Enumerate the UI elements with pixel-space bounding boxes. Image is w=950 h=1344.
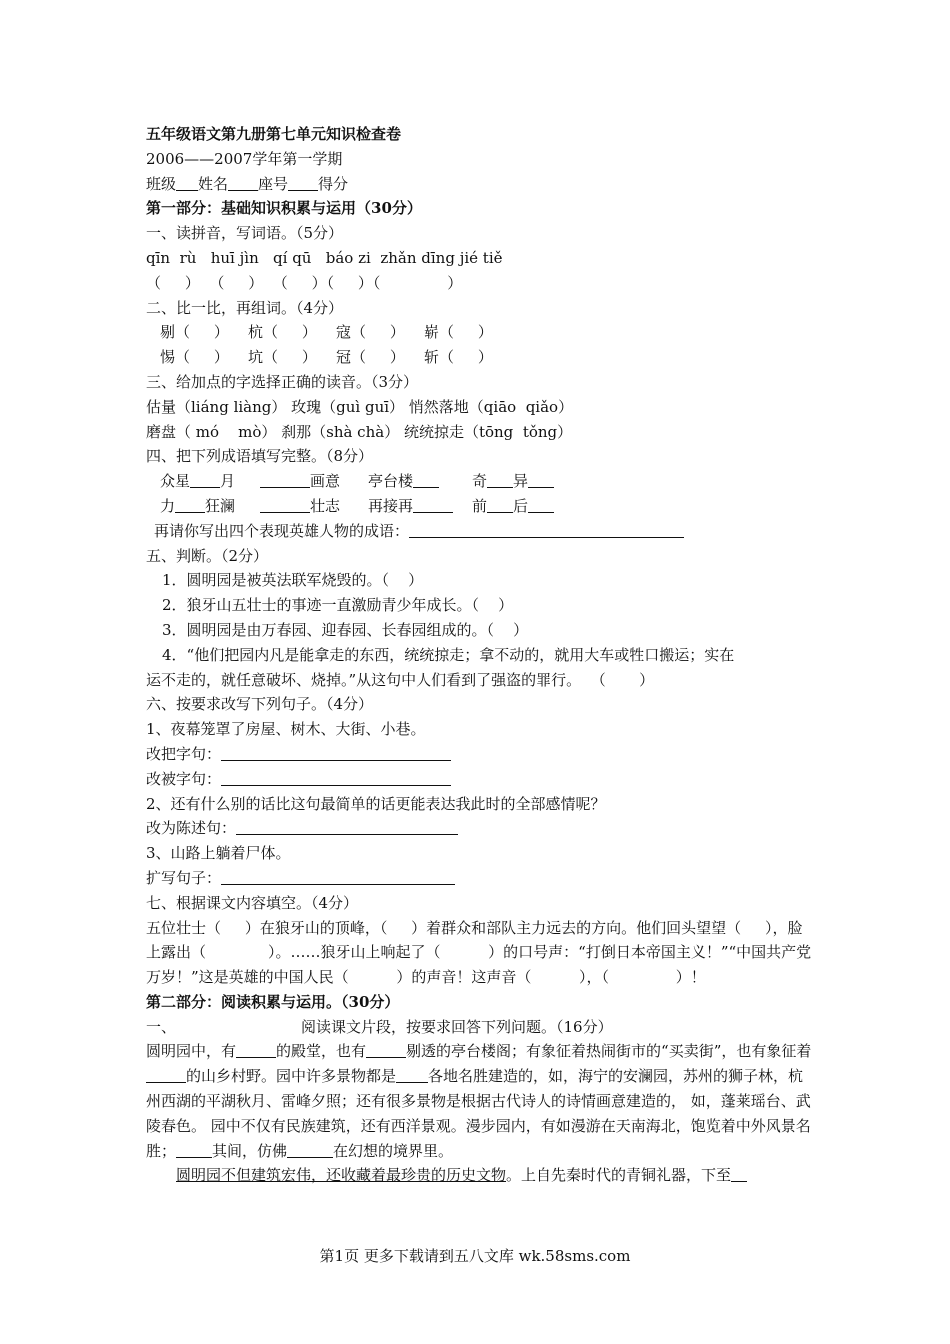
part2-heading: 第二部分：阅读积累与运用。（30分） — [146, 992, 400, 1011]
idiom-part: 画意 — [310, 472, 341, 491]
passage-blank[interactable] — [146, 1066, 186, 1083]
q3-row-2: 磨盘（ mó mò） 刹那（shà chà） 统统掠走（tōng tǒng） — [146, 422, 573, 441]
exam-paper — [146, 122, 816, 1188]
q6-chen-line — [146, 816, 816, 841]
passage-underlined-line — [146, 1163, 816, 1188]
passage-blank[interactable] — [731, 1165, 747, 1182]
q1-title: 一、读拼音，写词语。（5分） — [146, 224, 344, 243]
q4-row-1 — [146, 469, 816, 494]
q2-item[interactable]: 剔（ ） — [160, 323, 229, 342]
q5-item-3: 3．圆明园是由万春园、迎春园、长春园组成的。（ ） — [162, 620, 529, 639]
seat-label: 座号 — [258, 174, 289, 193]
part2-q1-title — [146, 1015, 816, 1040]
passage-blank[interactable] — [236, 1041, 276, 1058]
passage-text: 各地名胜建造的，如，海宁的安澜园，苏州的狮子林，杭州西湖的平湖秋月、雷峰夕照；还有很多景物是根据古代诗人的诗情画意建造的， 如，蓬莱瑶台、武陵春色。 园中不仅有民族建筑，还有西洋景观。漫步园内，有如漫游在天南海北，饱览着中外风景名胜； — [146, 1067, 811, 1160]
passage-blank[interactable] — [396, 1066, 428, 1083]
q2-item[interactable]: 寇（ ） — [336, 323, 405, 342]
q2-item[interactable]: 杭（ ） — [248, 323, 317, 342]
passage-text: 其间，仿佛 — [212, 1141, 288, 1160]
idiom-part: 狂澜 — [205, 496, 236, 515]
chen-sentence-field[interactable] — [236, 818, 458, 835]
q2-title: 二、比一比，再组词。（4分） — [146, 298, 344, 317]
idiom-part: 力 — [160, 496, 176, 515]
reading-passage — [146, 1039, 816, 1163]
idiom-blank[interactable] — [260, 471, 310, 488]
q2-item[interactable]: 坑（ ） — [248, 348, 317, 367]
passage-text: 圆明园中，有 — [146, 1042, 237, 1061]
q6-sentence-1: 1、夜幕笼罩了房屋、树木、大街、小巷。 — [146, 720, 426, 739]
q7-text: 五位壮士（ ）在狼牙山的顶峰，（ ）着群众和部队主力远去的方向。他们回头望望（ ），脸上露出（ ）。……狼牙山上响起了（ ）的口号声：“打倒日本帝国主义！”“中国共产党万岁！”这是英雄的中国人民（ ）的声音！这声音（ ），（ ）！ — [146, 918, 812, 987]
idiom-blank[interactable] — [487, 471, 513, 488]
name-label: 姓名 — [198, 174, 229, 193]
q3-title: 三、给加点的字选择正确的读音。（3分） — [146, 372, 419, 391]
idiom-part: 前 — [472, 496, 488, 515]
passage-text: 。上自先秦时代的青铜礼器，下至 — [506, 1166, 732, 1185]
student-info-line — [146, 172, 816, 197]
idiom-blank[interactable] — [413, 496, 453, 513]
q4-extra — [146, 519, 816, 544]
q6-title: 六、按要求改写下列句子。（4分） — [146, 695, 374, 714]
passage-text: 的殿堂，也有 — [276, 1042, 367, 1061]
idiom-blank[interactable] — [175, 496, 205, 513]
q6-bei-line — [146, 767, 816, 792]
q2-row-1 — [146, 320, 816, 345]
idiom-part: 再接再 — [368, 496, 414, 515]
q6-sentence-2: 2、还有什么别的话比这句最简单的话更能表达我此时的全部感情呢？ — [146, 794, 606, 813]
q5-item-2: 2．狼牙山五壮士的事迹一直激励青少年成长。（ ） — [162, 596, 514, 615]
ba-sentence-field[interactable] — [221, 744, 451, 761]
q5-item-4a: 4．“他们把园内凡是能拿走的东西，统统掠走；拿不动的，就用大车或牲口搬运；实在 — [162, 645, 735, 664]
q2-item[interactable]: 斩（ ） — [424, 348, 493, 367]
q6-kuo-line — [146, 866, 816, 891]
part2-q1-text: 阅读课文片段，按要求回答下列问题。（16分） — [301, 1017, 613, 1036]
q1-pinyin: qīn rù huī jìn qí qū báo zi zhǎn dīng jié tiě — [146, 248, 503, 267]
idiom-blank[interactable] — [528, 471, 554, 488]
seat-field[interactable] — [288, 174, 318, 191]
idiom-blank[interactable] — [528, 496, 554, 513]
idiom-part: 众星 — [160, 472, 191, 491]
hero-idioms-field[interactable] — [409, 521, 684, 538]
idiom-part: 后 — [513, 496, 529, 515]
kuo-label: 扩写句子： — [146, 868, 222, 887]
q3-row-1: 估量（liáng liàng） 玫瑰（guì guī） 悄然落地（qiāo qiǎo） — [146, 397, 574, 416]
q1-answer-brackets[interactable]: （ ） （ ） （ ）（ ）（ ） — [146, 273, 463, 292]
paper-title: 五年级语文第九册第七单元知识检查卷 — [146, 125, 402, 143]
idiom-blank[interactable] — [190, 471, 220, 488]
ba-label: 改把字句： — [146, 744, 222, 763]
class-label: 班级 — [146, 174, 177, 193]
idiom-part: 奇 — [472, 472, 488, 491]
idiom-blank[interactable] — [413, 471, 439, 488]
idiom-part: 壮志 — [310, 496, 341, 515]
passage-text: 的山乡村野。园中许多景物都是 — [186, 1067, 397, 1086]
name-field[interactable] — [228, 174, 258, 191]
passage-blank[interactable] — [176, 1141, 212, 1158]
idiom-part: 亭台楼 — [368, 472, 414, 491]
idiom-part: 月 — [220, 472, 236, 491]
idiom-blank[interactable] — [487, 496, 513, 513]
q7-title: 七、根据课文内容填空。（4分） — [146, 893, 359, 912]
q2-row-2 — [146, 345, 816, 370]
q5-title: 五、判断。（2分） — [146, 546, 269, 565]
passage-blank[interactable] — [287, 1141, 333, 1158]
q2-item[interactable]: 崭（ ） — [424, 323, 493, 342]
bei-label: 改被字句： — [146, 769, 222, 788]
q6-sentence-3: 3、山路上躺着尸体。 — [146, 844, 291, 863]
chen-label: 改为陈述句： — [146, 819, 237, 838]
page-footer: 第1页 更多下载请到五八文库 wk.58sms.com — [319, 1247, 631, 1265]
bei-sentence-field[interactable] — [221, 769, 451, 786]
school-year: 2006——2007学年第一学期 — [146, 149, 343, 168]
q4-extra-prompt: 再请你写出四个表现英雄人物的成语： — [154, 521, 410, 540]
score-label: 得分 — [318, 174, 349, 193]
class-field[interactable] — [176, 174, 198, 191]
idiom-part: 异 — [513, 472, 529, 491]
passage-text: 剔透的亭台楼阁；有象征着热闹街市的“买卖街”，也有象征着 — [406, 1042, 812, 1061]
passage-blank[interactable] — [366, 1041, 406, 1058]
q4-title: 四、把下列成语填写完整。（8分） — [146, 447, 374, 466]
underlined-sentence: 圆明园不但建筑宏伟，还收藏着最珍贵的历史文物 — [176, 1166, 507, 1185]
kuo-sentence-field[interactable] — [221, 868, 455, 885]
part2-q1-number: 一、 — [146, 1017, 177, 1036]
q4-row-2 — [146, 494, 816, 519]
q2-item[interactable]: 惕（ ） — [160, 348, 229, 367]
passage-text: 在幻想的境界里。 — [333, 1141, 454, 1160]
q6-ba-line — [146, 742, 816, 767]
part1-heading: 第一部分：基础知识积累与运用（30分） — [146, 199, 422, 218]
idiom-blank[interactable] — [260, 496, 310, 513]
q2-item[interactable]: 冠（ ） — [336, 348, 405, 367]
q5-item-1: 1．圆明园是被英法联军烧毁的。（ ） — [162, 571, 424, 590]
q5-item-4b: 运不走的，就任意破坏、烧掉。”从这句中人们看到了强盗的罪行。 （ ） — [146, 670, 655, 689]
